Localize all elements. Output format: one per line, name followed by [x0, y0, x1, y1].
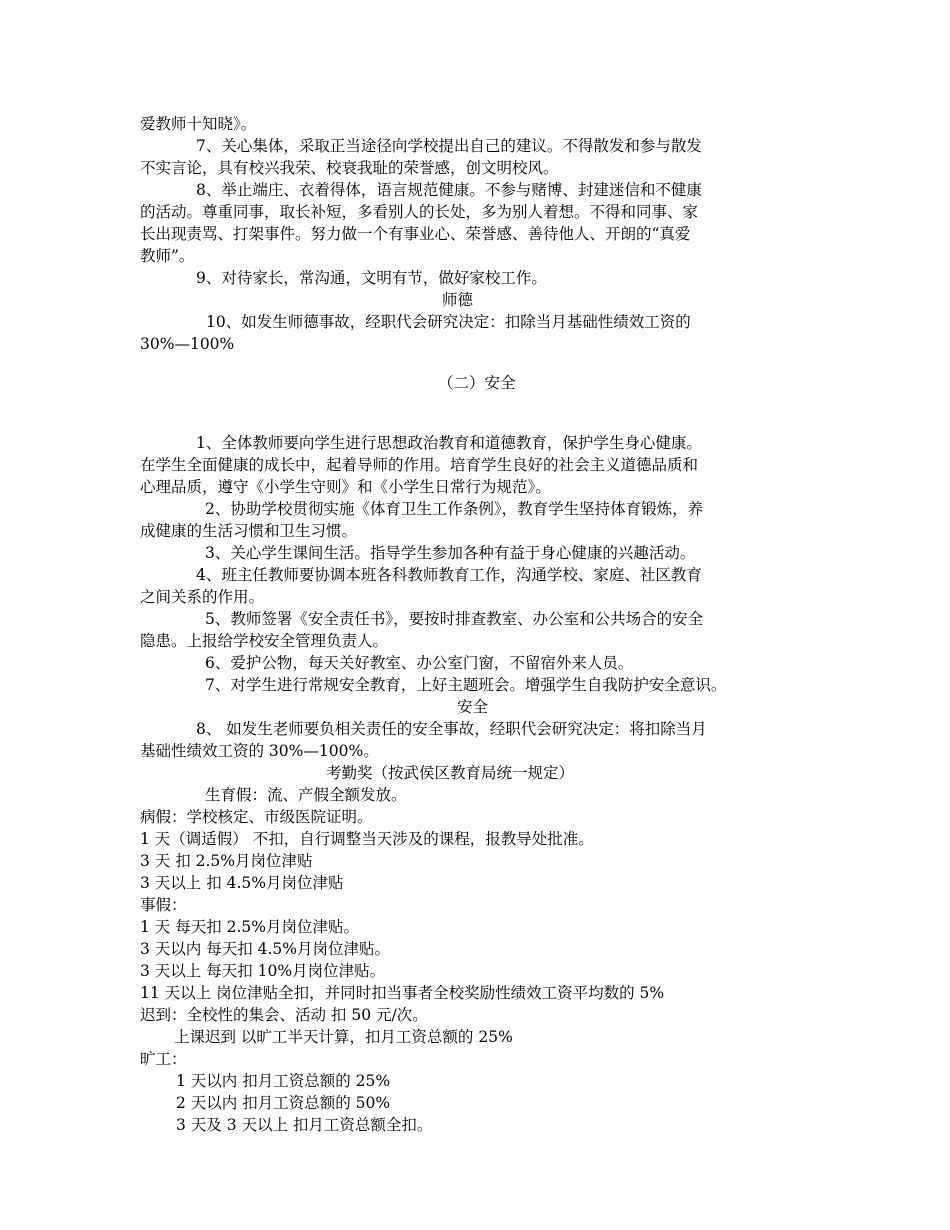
text-line: 5、教师签署《安全责任书》，要按时排查教室、办公室和公共场合的安全	[205, 610, 704, 628]
text-line: 10、如发生师德事故，经职代会研究决定：扣除当月基础性绩效工资的	[206, 313, 691, 331]
section-heading: （二）安全	[438, 374, 516, 392]
text-line: 之间关系的作用。	[140, 588, 265, 606]
text-line: 1 天以内 扣月工资总额的 25%	[176, 1072, 391, 1090]
text-line: 基础性绩效工资的 30%—100%。	[140, 742, 379, 760]
text-line: 30%—100%	[140, 335, 235, 353]
text-line: 上课迟到 以旷工半天计算，扣月工资总额的 25%	[174, 1028, 513, 1046]
text-line: 教师”。	[140, 247, 195, 265]
text-line: 事假：	[140, 896, 187, 914]
text-line: 3、关心学生课间生活。指导学生参加各种有益于身心健康的兴趣活动。	[205, 544, 696, 562]
text-line: 1 天 每天扣 2.5%月岗位津贴。	[140, 918, 360, 936]
text-line: 6、爱护公物，每天关好教室、办公室门窗，不留宿外来人员。	[205, 654, 634, 672]
text-line: 11 天以上 岗位津贴全扣，并同时扣当事者全校奖励性绩效工资平均数的 5%	[140, 984, 665, 1002]
text-line: 迟到：全校性的集会、活动 扣 50 元/次。	[140, 1006, 428, 1024]
text-line: 8、 如发生老师要负相关责任的安全事故，经职代会研究决定：将扣除当月	[196, 720, 707, 738]
text-line: 9、对待家长，常沟通，文明有节，做好家校工作。	[196, 269, 547, 287]
text-line: 3 天及 3 天以上 扣月工资总额全扣。	[176, 1116, 433, 1134]
text-line: 生育假：流、产假全额发放。	[205, 786, 407, 804]
text-line: 2 天以内 扣月工资总额的 50%	[176, 1094, 391, 1112]
text-line: 1、全体教师要向学生进行思想政治教育和道德教育，保护学生身心健康。	[196, 434, 702, 452]
text-line: 4、班主任教师要协调本班各科教师教育工作，沟通学校、家庭、社区教育	[196, 566, 702, 584]
text-line: 3 天 扣 2.5%月岗位津贴	[140, 852, 313, 870]
section-label: 安全	[457, 698, 489, 716]
text-line: 3 天以上 每天扣 10%月岗位津贴。	[140, 962, 386, 980]
text-line: 1 天（调适假） 不扣，自行调整当天涉及的课程，报教导处批准。	[140, 830, 594, 848]
section-heading: 考勤奖（按武侯区教育局统一规定）	[326, 764, 575, 782]
text-line: 7、对学生进行常规安全教育，上好主题班会。增强学生自我防护安全意识。	[205, 676, 727, 694]
text-line: 旷工：	[140, 1050, 187, 1068]
text-line: 3 天以内 每天扣 4.5%月岗位津贴。	[140, 940, 391, 958]
text-line: 在学生全面健康的成长中，起着导师的作用。培育学生良好的社会主义道德品质和	[140, 456, 699, 474]
text-line: 3 天以上 扣 4.5%月岗位津贴	[140, 874, 344, 892]
text-line: 8、举止端庄、衣着得体，语言规范健康。不参与赌博、封建迷信和不健康	[196, 181, 702, 199]
text-line: 长出现责骂、打架事件。努力做一个有事业心、荣誉感、善待他人、开朗的“真爱	[140, 225, 691, 243]
text-line: 心理品质，遵守《小学生守则》和《小学生日常行为规范》。	[140, 478, 551, 496]
text-line: 病假：学校核定、市级医院证明。	[140, 808, 373, 826]
text-line: 爱教师十知晓》。	[140, 115, 257, 133]
text-line: 7、关心集体，采取正当途径向学校提出自己的建议。不得散发和参与散发	[196, 137, 702, 155]
text-line: 成健康的生活习惯和卫生习惯。	[140, 522, 358, 540]
section-label: 师德	[442, 291, 474, 309]
text-line: 的活动。尊重同事，取长补短，多看别人的长处，多为别人着想。不得和同事、家	[140, 203, 699, 221]
text-line: 不实言论，具有校兴我荣、校衰我耻的荣誉感，创文明校风。	[140, 159, 559, 177]
text-line: 2、协助学校贯彻实施《体育卫生工作条例》，教育学生坚持体育锻炼，养	[205, 500, 704, 518]
text-line: 隐患。上报给学校安全管理负责人。	[140, 632, 389, 650]
